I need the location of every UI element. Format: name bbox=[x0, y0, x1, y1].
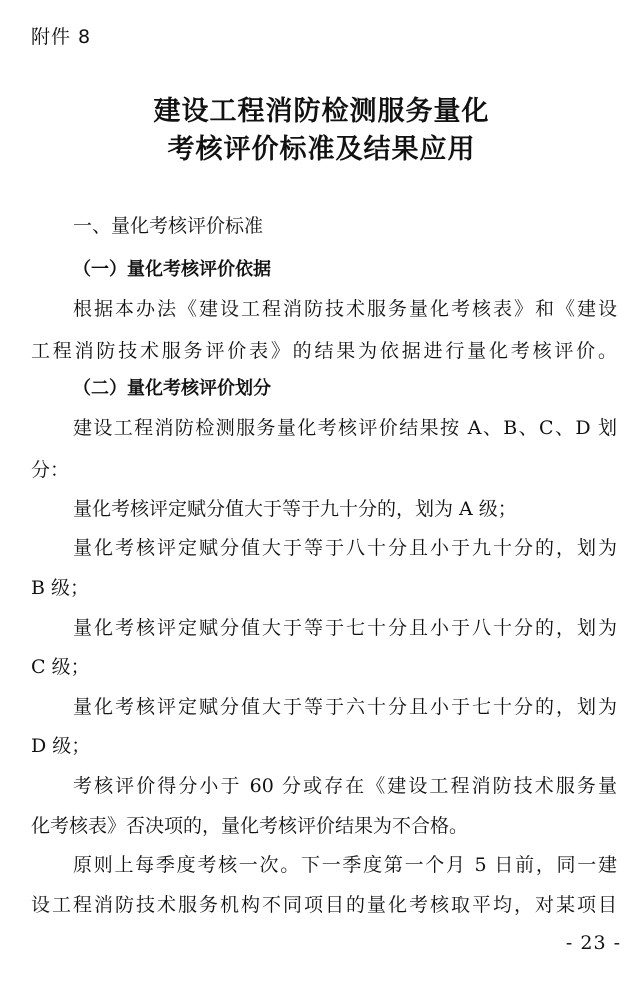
paragraph-line: 建设工程消防检测服务量化考核评价结果按 A、B、C、D 划 bbox=[73, 417, 617, 439]
fail-line: 考核评价得分小于 60 分或存在《建设工程消防技术服务量 bbox=[73, 775, 617, 797]
grade-b-line: 量化考核评定赋分值大于等于八十分且小于九十分的，划为 bbox=[73, 537, 617, 559]
subsection-2-heading: （二）量化考核评价划分 bbox=[73, 378, 271, 399]
page-number: - 23 - bbox=[565, 932, 621, 954]
principle-line: 设工程消防技术服务机构不同项目的量化考核取平均，对某项目 bbox=[31, 894, 617, 916]
grade-c-line: 量化考核评定赋分值大于等于七十分且小于八十分的，划为 bbox=[73, 617, 617, 639]
document-title-line-2: 考核评价标准及结果应用 bbox=[167, 134, 476, 165]
fail-line: 化考核表》否决项的，量化考核评价结果为不合格。 bbox=[31, 815, 469, 837]
grade-d-line: 量化考核评定赋分值大于等于六十分且小于七十分的，划为 bbox=[73, 696, 617, 718]
section-1-heading: 一、量化考核评价标准 bbox=[73, 215, 264, 237]
attachment-label: 附件 8 bbox=[31, 26, 92, 48]
document-title-line-1: 建设工程消防检测服务量化 bbox=[153, 96, 490, 127]
paragraph-line: 根据本办法《建设工程消防技术服务量化考核表》和《建设 bbox=[73, 298, 617, 320]
grade-b-line: B 级； bbox=[31, 577, 90, 599]
paragraph-line: 工程消防技术服务评价表》的结果为依据进行量化考核评价。 bbox=[31, 340, 617, 362]
paragraph-line: 分： bbox=[31, 459, 70, 481]
grade-d-line: D 级； bbox=[31, 735, 91, 757]
subsection-1-heading: （一）量化考核评价依据 bbox=[73, 259, 271, 280]
principle-line: 原则上每季度考核一次。下一季度第一个月 5 日前，同一建 bbox=[73, 854, 617, 876]
grade-c-line: C 级； bbox=[31, 656, 90, 678]
grade-a-line: 量化考核评定赋分值大于等于九十分的，划为 A 级； bbox=[73, 498, 517, 520]
